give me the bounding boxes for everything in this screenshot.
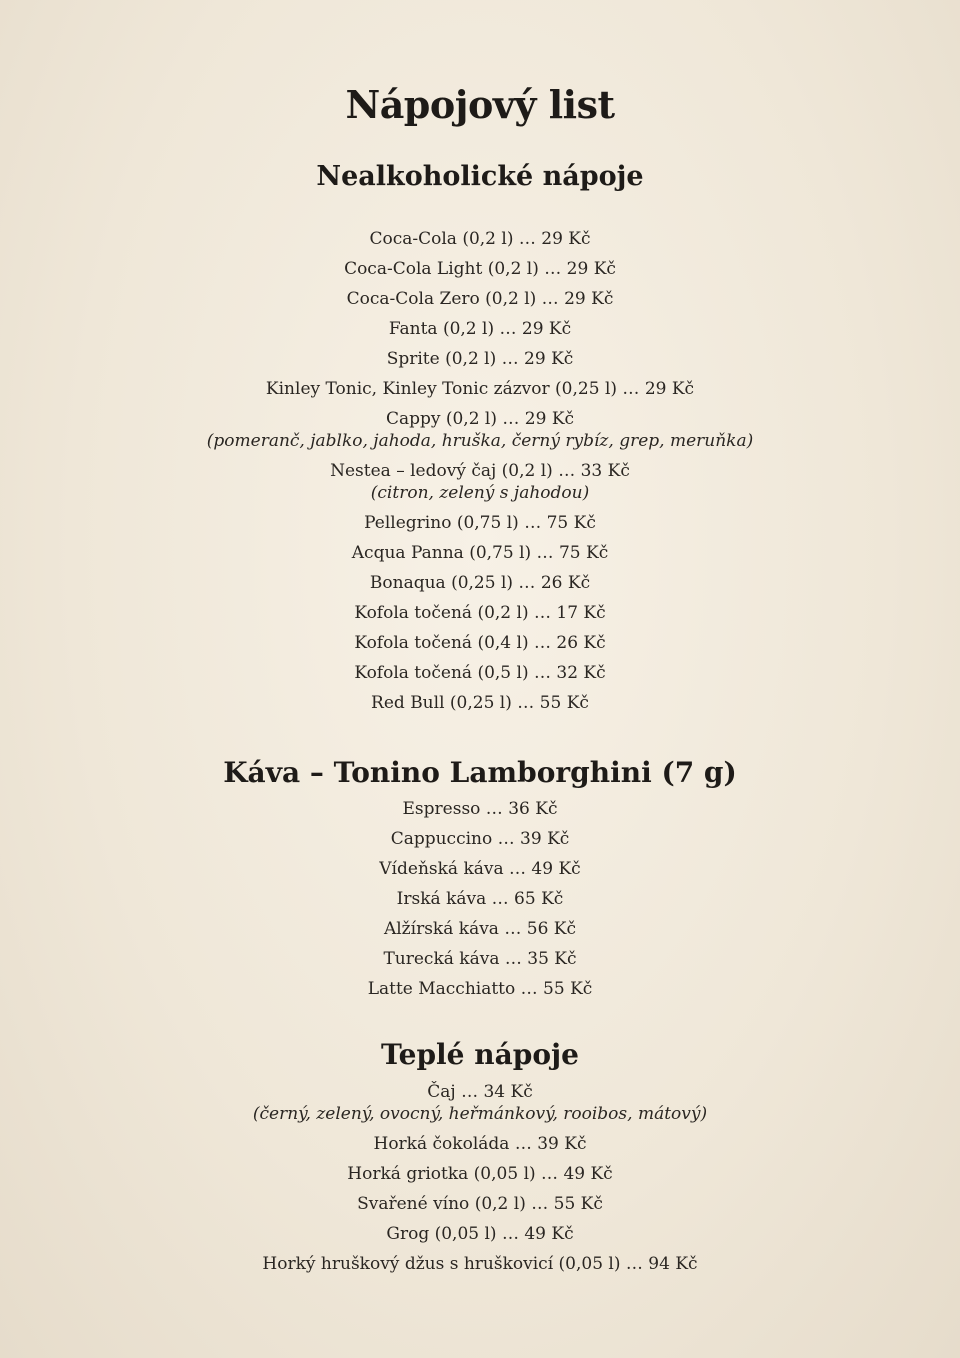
menu-item <box>0 884 960 914</box>
menu-item-text: Sprite (0,2 l) … 29 Kč <box>386 349 574 369</box>
menu-item-text: Nestea – ledový čaj (0,2 l) … 33 Kč <box>330 461 630 481</box>
menu-item <box>0 598 960 628</box>
menu-item <box>0 1077 960 1125</box>
list-teple <box>0 1077 960 1279</box>
menu-item-text: Red Bull (0,25 l) … 55 Kč <box>371 693 589 713</box>
menu-item-text: Pellegrino (0,75 l) … 75 Kč <box>364 513 596 533</box>
menu-item <box>0 854 960 884</box>
menu-item <box>0 628 960 658</box>
menu-item <box>0 794 960 824</box>
menu-item <box>0 1189 960 1219</box>
menu-item <box>0 1129 960 1159</box>
section-heading-kava: Káva – Tonino Lamborghini (7 g) <box>223 756 737 789</box>
menu-item-text: Bonaqua (0,25 l) … 26 Kč <box>369 573 591 593</box>
menu-item <box>0 914 960 944</box>
menu-item <box>0 568 960 598</box>
menu-item-text: Kinley Tonic, Kinley Tonic zázvor (0,25 l) … 29 Kč <box>265 379 695 399</box>
menu-item <box>0 1219 960 1249</box>
menu-item-text: Horká griotka (0,05 l) … 49 Kč <box>347 1164 613 1184</box>
menu-item <box>0 824 960 854</box>
menu-item-text: Turecká káva … 35 Kč <box>383 949 577 969</box>
menu-item-text: Svařené víno (0,2 l) … 55 Kč <box>357 1194 603 1214</box>
menu-item-text: Kofola točená (0,2 l) … 17 Kč <box>354 603 606 623</box>
list-kava <box>0 794 960 1004</box>
section-heading-teple: Teplé nápoje <box>381 1038 579 1071</box>
menu-item-text: Latte Macchiatto … 55 Kč <box>367 979 593 999</box>
menu-item <box>0 508 960 538</box>
menu-item-text: Acqua Panna (0,75 l) … 75 Kč <box>351 543 609 563</box>
menu-item-text: Horký hruškový džus s hruškovicí (0,05 l) … 94 Kč <box>262 1254 698 1274</box>
menu-item-note: (citron, zelený s jahodou) <box>370 483 590 503</box>
menu-item <box>0 944 960 974</box>
menu-item-text: Alžírská káva … 56 Kč <box>383 919 577 939</box>
menu-item-text: Coca-Cola Light (0,2 l) … 29 Kč <box>344 259 616 279</box>
menu-item <box>0 456 960 504</box>
menu-item <box>0 688 960 718</box>
menu-item-text: Fanta (0,2 l) … 29 Kč <box>388 319 572 339</box>
menu-item <box>0 658 960 688</box>
menu-item <box>0 1249 960 1279</box>
page-title: Nápojový list <box>345 82 615 127</box>
menu-item-text: Coca-Cola (0,2 l) … 29 Kč <box>369 229 591 249</box>
menu-item <box>0 404 960 452</box>
menu-item-note: (pomeranč, jablko, jahoda, hruška, černý rybíz, grep, meruňka) <box>206 431 754 451</box>
menu-item-text: Cappuccino … 39 Kč <box>390 829 570 849</box>
menu-item-text: Čaj … 34 Kč <box>427 1082 533 1102</box>
menu-item <box>0 224 960 254</box>
menu-item-text: Kofola točená (0,4 l) … 26 Kč <box>354 633 606 653</box>
menu-item-text: Irská káva … 65 Kč <box>396 889 564 909</box>
menu-item-text: Horká čokoláda … 39 Kč <box>373 1134 587 1154</box>
section-heading-nealko: Nealkoholické nápoje <box>316 161 644 192</box>
menu-item-note: (černý, zelený, ovocný, heřmánkový, rooibos, mátový) <box>252 1104 708 1124</box>
menu-item-text: Grog (0,05 l) … 49 Kč <box>386 1224 574 1244</box>
menu-item <box>0 314 960 344</box>
menu-item <box>0 538 960 568</box>
menu-item-text: Espresso … 36 Kč <box>402 799 558 819</box>
menu-item-text: Kofola točená (0,5 l) … 32 Kč <box>354 663 606 683</box>
menu-item <box>0 284 960 314</box>
menu-item <box>0 374 960 404</box>
menu-item-text: Cappy (0,2 l) … 29 Kč <box>385 409 575 429</box>
menu-item <box>0 254 960 284</box>
menu-item <box>0 1159 960 1189</box>
menu-item <box>0 974 960 1004</box>
menu-item-text: Coca-Cola Zero (0,2 l) … 29 Kč <box>346 289 614 309</box>
list-nealko <box>0 224 960 718</box>
menu-item <box>0 344 960 374</box>
menu-item-text: Vídeňská káva … 49 Kč <box>379 859 581 879</box>
